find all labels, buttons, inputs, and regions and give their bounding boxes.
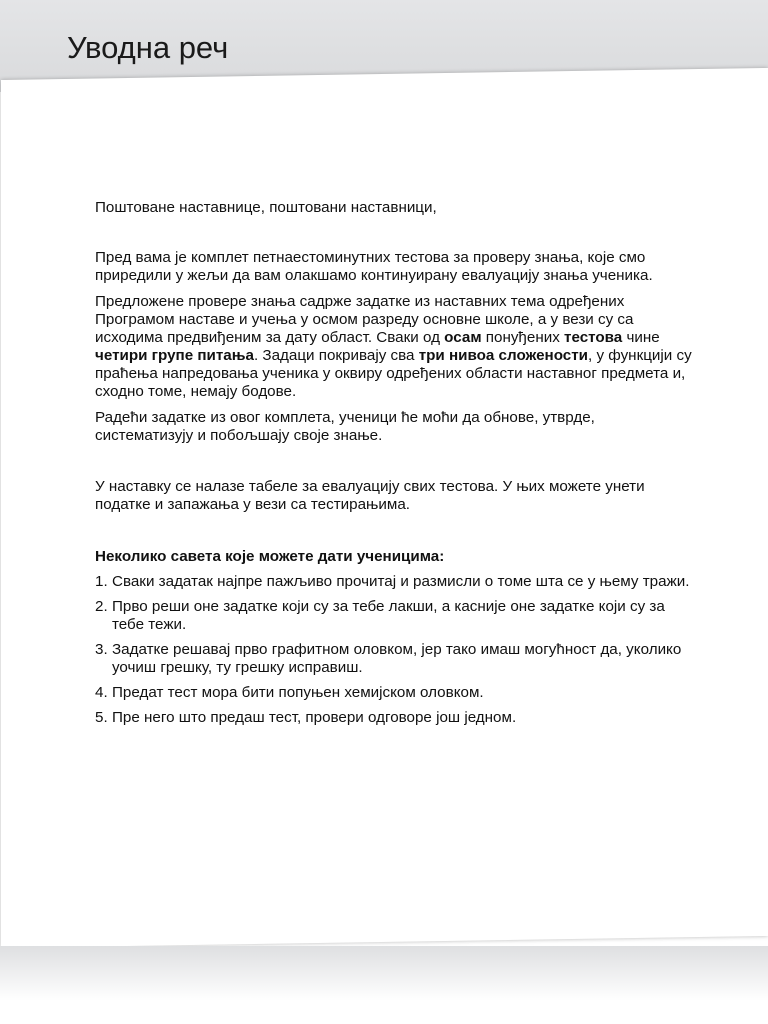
bold-four-groups: четири групе питања: [95, 347, 254, 364]
tip-text: Прво реши оне задатке који су за тебе лакши, а касније оне задатке који су за тебе тежи.: [112, 598, 665, 633]
tip-text: Пре него што предаш тест, провери одговоре још једном.: [112, 709, 517, 726]
paragraph-description: [95, 293, 695, 401]
tip-number: 3.: [95, 641, 108, 658]
tip-item: [95, 641, 695, 677]
text-fragment: , у функцији су праћења напредовања ученика у оквиру одређених области наставног предмета и, сходно томе, немају бодове.: [95, 347, 692, 400]
greeting: Поштоване наставнице, поштовани наставници,: [95, 199, 437, 216]
bold-three-levels: три нивоа сложености: [418, 347, 589, 364]
text-fragment: Предложене провере знања садрже задатке из наставних тема одређених Програмом наставе и учења у осмом разреду основне школе, а у вези су са исходима предвиђеним за дату област. Сваки од: [95, 293, 634, 346]
tip-text: Сваки задатак најпре пажљиво прочитај и размисли о томе шта се у њему тражи.: [112, 573, 690, 590]
tip-item: [95, 598, 695, 634]
text-fragment: . Задаци покривају сва: [253, 347, 419, 364]
tip-item: [95, 684, 695, 702]
tips-heading: Неколико савета које можете дати ученицима:: [95, 548, 445, 565]
tip-number: 5.: [95, 709, 108, 726]
spacer: [95, 453, 695, 478]
tip-text: Предат тест мора бити попуњен хемијском оловком.: [112, 684, 484, 701]
tip-number: 2.: [95, 598, 108, 615]
paragraph-benefits: Радећи задатке из овог комплета, ученици ће моћи да обнове, утврде, систематизују и побољшају своје знање.: [95, 409, 595, 444]
tip-number: 1.: [95, 573, 108, 590]
bottom-shadow: [0, 946, 768, 1024]
tips-list: [95, 573, 695, 727]
tip-item: [95, 709, 695, 727]
tip-text: Задатке решавај прво графитном оловком, јер тако имаш могућност да, уколико уочиш грешку, ту грешку исправиш.: [112, 641, 682, 676]
page-title: Уводна реч: [67, 30, 229, 65]
letter-body: [95, 199, 695, 734]
tip-number: 4.: [95, 684, 108, 701]
text-fragment: чине: [622, 329, 660, 346]
text-fragment: понуђених: [481, 329, 565, 346]
tip-item: [95, 573, 695, 591]
bold-eight: осам: [444, 329, 482, 346]
paragraph-intro: Пред вама је комплет петнаестоминутних тестова за проверу знања, које смо приредили у жељи да вам олакшамо континуирану евалуацију знања ученика.: [95, 249, 653, 284]
bold-tests: тестова: [564, 329, 623, 346]
paragraph-tables: У наставку се налазе табеле за евалуацију свих тестова. У њих можете унети податке и запажања у вези са тестирањима.: [95, 478, 645, 513]
